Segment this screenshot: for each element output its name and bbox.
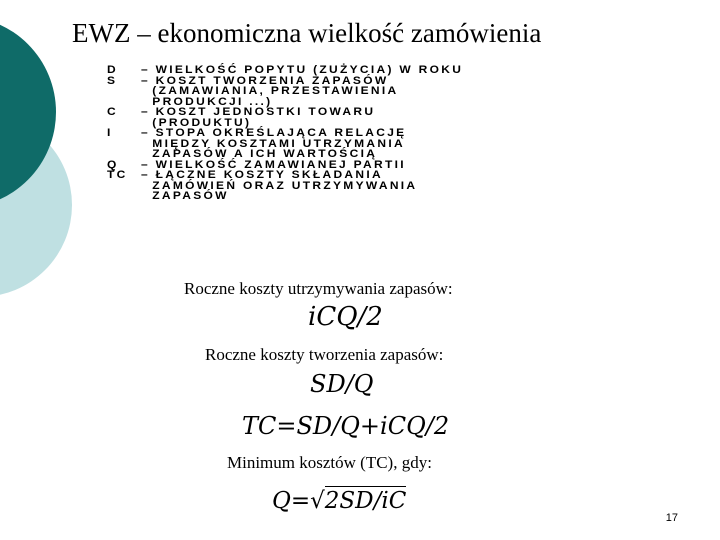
sqrt-sign: √ <box>310 488 325 514</box>
caption-ordering-costs: Roczne koszty tworzenia zapasów: <box>205 345 444 364</box>
slide-title: EWZ – ekonomiczna wielkość zamówienia <box>72 18 542 48</box>
definition-text: – KOSZT JEDNOSTKI TOWARU <box>141 104 376 118</box>
page-number: 17 <box>665 512 678 524</box>
definition-text: – STOPA OKREŚLAJĄCA RELACJĘ <box>141 125 407 139</box>
definition-text: MIĘDZY KOSZTAMI UTRZYMANIA <box>141 135 405 150</box>
definition-symbol: I <box>107 125 113 139</box>
definition-symbol <box>107 180 141 190</box>
definition-text: ZAMÓWIEŃ ORAZ UTRZYMYWANIA <box>141 177 418 192</box>
formula-eoq <box>272 488 406 514</box>
definition-text: (ZAMAWIANIA, PRZESTAWIENIA <box>141 83 399 97</box>
definition-symbol: D <box>107 62 118 76</box>
decorative-circles <box>0 0 80 300</box>
definition-symbol: C <box>107 104 118 118</box>
definition-text: – ŁĄCZNE KOSZTY SKŁADANIA <box>141 167 383 181</box>
definition-symbol: TC <box>107 167 128 181</box>
caption-holding-costs: Roczne koszty utrzymywania zapasów: <box>184 279 453 298</box>
definition-text: PRODUKCJI ...) <box>141 93 273 108</box>
definition-text: (PRODUKTU) <box>141 114 252 129</box>
definition-text: – WIELKOŚĆ ZAMAWIANEJ PARTII <box>141 156 406 171</box>
formula-holding-costs: iCQ/2 <box>308 302 383 332</box>
caption-minimum-costs: Minimum kosztów (TC), gdy: <box>227 453 432 472</box>
definition-symbol <box>107 190 141 200</box>
definition-text: – KOSZT TWORZENIA ZAPASÓW <box>141 72 389 87</box>
formula-ordering-costs: SD/Q <box>310 370 374 398</box>
definitions-list <box>107 64 587 201</box>
definition-symbol <box>107 85 141 95</box>
definition-text: – WIELKOŚĆ POPYTU (ZUŻYCIA) W ROKU <box>141 62 464 76</box>
eoq-radicand: 2SD/iC <box>324 488 407 514</box>
definition-symbol: Q <box>107 156 119 171</box>
definition-symbol: S <box>107 72 118 87</box>
definition-symbol <box>107 138 141 148</box>
eoq-lhs: Q= <box>272 488 311 514</box>
definition-row <box>107 190 587 200</box>
formula-total-costs: TC=SD/Q+iCQ/2 <box>242 412 450 440</box>
definition-text: ZAPASÓW A ICH WARTOŚCIĄ <box>141 146 378 160</box>
definition-text: ZAPASÓW <box>141 188 229 202</box>
